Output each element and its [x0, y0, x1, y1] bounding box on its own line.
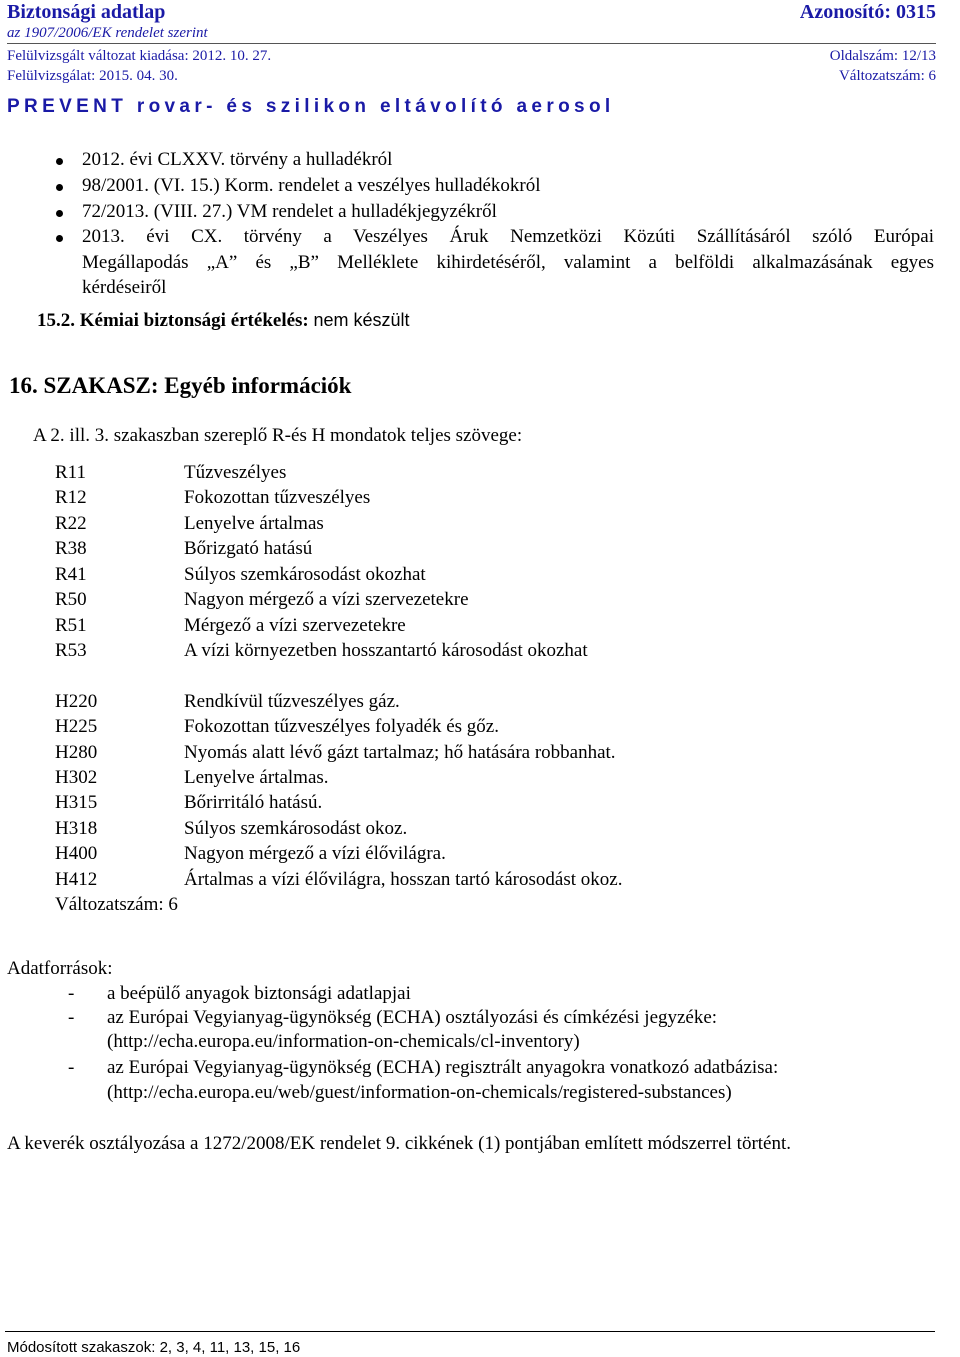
h-phrase-text: Rendkívül tűzveszélyes gáz.	[184, 691, 400, 712]
law-item: 2012. évi CLXXV. törvény a hulladékról	[82, 149, 393, 170]
h-phrase-text: Fokozottan tűzveszélyes folyadék és gőz.	[184, 716, 499, 737]
h-phrase-code: H220	[55, 691, 98, 712]
product-name: PREVENT rovar- és szilikon eltávolító aerosol	[7, 96, 615, 117]
law-item-line: 2013. évi CX. törvény a Veszélyes Áruk Nemzetközi Közúti Szállításáról szóló Európai	[82, 226, 934, 247]
h-phrase-text: Lenyelve ártalmas.	[184, 767, 329, 788]
r-phrase-text: Bőrizgató hatású	[184, 538, 313, 559]
source-item-url: (http://echa.europa.eu/web/guest/information-on-chemicals/registered-substances)	[107, 1082, 732, 1103]
bullet-icon	[56, 184, 63, 191]
source-item: az Európai Vegyianyag-ügynökség (ECHA) osztályozási és címkézési jegyzéke:	[107, 1007, 718, 1028]
review-date: Felülvizsgálat: 2015. 04. 30.	[7, 68, 178, 84]
classification-note: A keverék osztályozása a 1272/2008/EK rendelet 9. cikkének (1) pontjában említett módszerrel történt.	[7, 1133, 792, 1154]
source-item: a beépülő anyagok biztonsági adatlapjai	[107, 983, 411, 1004]
law-item-line: kérdéseiről	[82, 277, 167, 298]
sources-title: Adatforrások:	[7, 958, 113, 979]
law-item-line: Megállapodás „A” és „B” Melléklete kihirdetéséről, valamint a belföldi alkalmazásának egyes	[82, 252, 934, 273]
version-number: Változatszám: 6	[838, 68, 936, 84]
h-phrase-code: H225	[55, 716, 98, 737]
h-phrase-code: H318	[55, 818, 98, 839]
r-phrase-text: Lenyelve ártalmas	[184, 513, 324, 534]
r-phrase-text: A vízi környezetben hosszantartó károsodást okozhat	[184, 640, 588, 661]
source-item-url: (http://echa.europa.eu/information-on-chemicals/cl-inventory)	[107, 1031, 580, 1052]
h-phrase-code: H400	[55, 843, 98, 864]
r-phrase-code: R22	[55, 513, 87, 534]
r-phrase-code: R11	[55, 462, 86, 483]
list-dash: -	[68, 1007, 75, 1028]
r-phrase-text: Súlyos szemkárosodást okozhat	[184, 564, 426, 585]
h-phrase-code: H412	[55, 869, 98, 890]
r-phrase-text: Mérgező a vízi szervezetekre	[184, 615, 406, 636]
bullet-icon	[56, 235, 63, 242]
list-dash: -	[68, 983, 75, 1004]
r-phrase-code: R12	[55, 487, 87, 508]
bullet-icon	[56, 158, 63, 165]
footer-divider	[5, 1331, 935, 1332]
r-phrase-code: R53	[55, 640, 87, 661]
h-phrase-text: Ártalmas a vízi élővilágra, hosszan tartó károsodást okoz.	[184, 869, 623, 890]
r-phrase-code: R41	[55, 564, 87, 585]
section-15-2-label: 15.2. Kémiai biztonsági értékelés:	[37, 310, 309, 331]
r-phrase-text: Fokozottan tűzveszélyes	[184, 487, 371, 508]
h-phrase-code: H315	[55, 792, 98, 813]
r-phrase-text: Tűzveszélyes	[184, 462, 287, 483]
section-16-title: 16. SZAKASZ: Egyéb információk	[9, 373, 352, 398]
h-phrase-code: H280	[55, 742, 98, 763]
modified-sections: Módosított szakaszok: 2, 3, 4, 11, 13, 15, 16	[7, 1339, 301, 1356]
r-phrase-code: R50	[55, 589, 87, 610]
section-15-2-value: nem készült	[313, 310, 410, 330]
r-phrase-code: R51	[55, 615, 87, 636]
law-item: 98/2001. (VI. 15.) Korm. rendelet a veszélyes hulladékokról	[82, 175, 541, 196]
h-phrase-text: Nyomás alatt lévő gázt tartalmaz; hő hatására robbanhat.	[184, 742, 616, 763]
law-item: 72/2013. (VIII. 27.) VM rendelet a hulladékjegyzékről	[82, 201, 497, 222]
r-phrase-text: Nagyon mérgező a vízi szervezetekre	[184, 589, 469, 610]
h-phrase-text: Nagyon mérgező a vízi élővilágra.	[184, 843, 446, 864]
list-dash: -	[68, 1057, 75, 1078]
document-title: Biztonsági adatlap	[7, 1, 166, 23]
document-identifier: Azonosító: 0315	[799, 1, 936, 23]
h-phrase-text: Bőrirritáló hatású.	[184, 792, 323, 813]
source-item: az Európai Vegyianyag-ügynökség (ECHA) regisztrált anyagokra vonatkozó adatbázisa:	[107, 1057, 779, 1078]
regulation-subtitle: az 1907/2006/EK rendelet szerint	[7, 25, 208, 41]
bullet-icon	[56, 210, 63, 217]
header-divider	[7, 43, 936, 44]
page-number: Oldalszám: 12/13	[829, 48, 936, 64]
revision-issue-date: Felülvizsgált változat kiadása: 2012. 10. 27.	[7, 48, 272, 64]
r-phrase-code: R38	[55, 538, 87, 559]
phrases-intro: A 2. ill. 3. szakaszban szereplő R-és H mondatok teljes szövege:	[33, 425, 523, 446]
h-phrase-code: H302	[55, 767, 98, 788]
h-phrase-text: Súlyos szemkárosodást okoz.	[184, 818, 408, 839]
section-15-2	[37, 310, 410, 332]
version-note: Változatszám: 6	[55, 894, 178, 915]
